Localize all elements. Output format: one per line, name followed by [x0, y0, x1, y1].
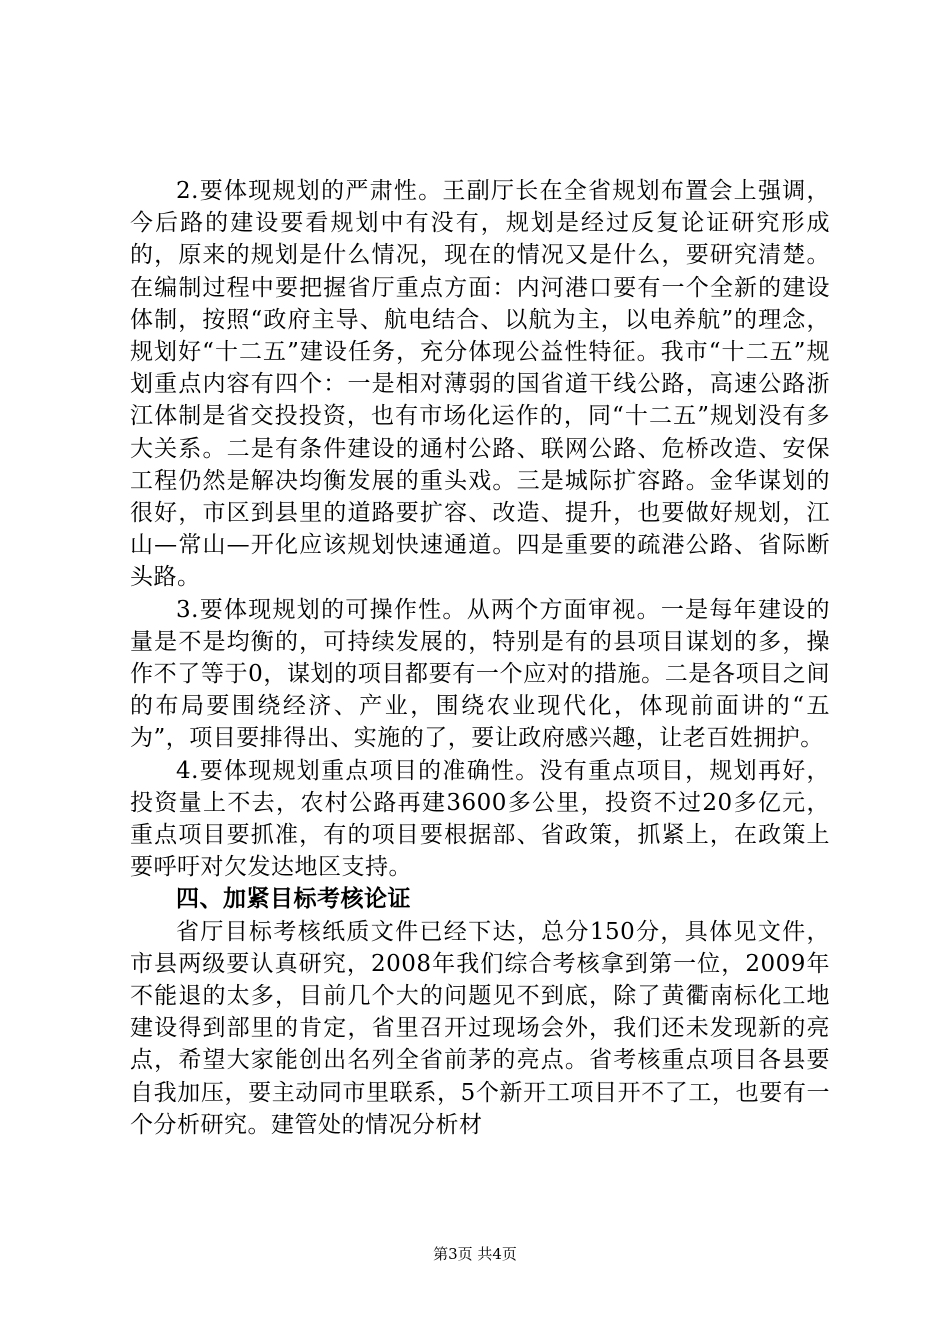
section-heading: 四、加紧目标考核论证 — [176, 885, 411, 913]
paragraph-item-2: 2.要体现规划的严肃性。王副厅长在全省规划布置会上强调，今后路的建设要看规划中有没有，规划是经过反复论证研究形成的，原来的规划是什么情况，现在的情况又是什么，要研究清楚。在编制过程中要把握省厅重点方面：内河港口要有一个全新的建设体制，按照“政府主导、航电结合、以航为主，以电养航”的理念，规划好“十二五”建设任务，充分体现公益性特征。我市“十二五”规划重点内容有四个：一是相对薄弱的国省道干线公路，高速公路浙江体制是省交投投资，也有市场化运作的，同“十二五”规划没有多大关系。二是有条件建设的通村公路、联网公路、危桥改造、安保工程仍然是解决均衡发展的重头戏。三是城际扩容路。金华谋划的很好，市区到县里的道路要扩容、改造、提升，也要做好规划，江山—常山—开化应该规划快速通道。四是重要的疏港公路、省际断头路。 — [130, 178, 830, 591]
document-body — [130, 175, 830, 1141]
paragraph-target-assessment: 省厅目标考核纸质文件已经下达，总分150分，具体见文件，市县两级要认真研究，2008年我们综合考核拿到第一位，2009年不能退的太多，目前几个大的问题见不到底，除了黄衢南标化工地建设得到部里的肯定，省里召开过现场会外，我们还未发现新的亮点，希望大家能创出名列全省前茅的亮点。省考核重点项目各县要自我加压，要主动同市里联系，5个新开工项目开不了工，也要有一个分析研究。建管处的情况分析材 — [130, 918, 830, 1138]
paragraph-item-3: 3.要体现规划的可操作性。从两个方面审视。一是每年建设的量是不是均衡的，可持续发展的，特别是有的县项目谋划的多，操作不了等于0，谋划的项目都要有一个应对的措施。二是各项目之间的布局要围绕经济、产业，围绕农业现代化，体现前面讲的“五为”，项目要排得出、实施的了，要让政府感兴趣，让老百姓拥护。 — [130, 596, 830, 752]
paragraph-item-4: 4.要体现规划重点项目的准确性。没有重点项目，规划再好，投资量上不去，农村公路再建3600多公里，投资不过20多亿元，重点项目要抓准，有的项目要根据部、省政策，抓紧上，在政策上要呼吁对欠发达地区支持。 — [130, 757, 830, 881]
page-number-footer: 第3页 共4页 — [433, 1245, 517, 1263]
